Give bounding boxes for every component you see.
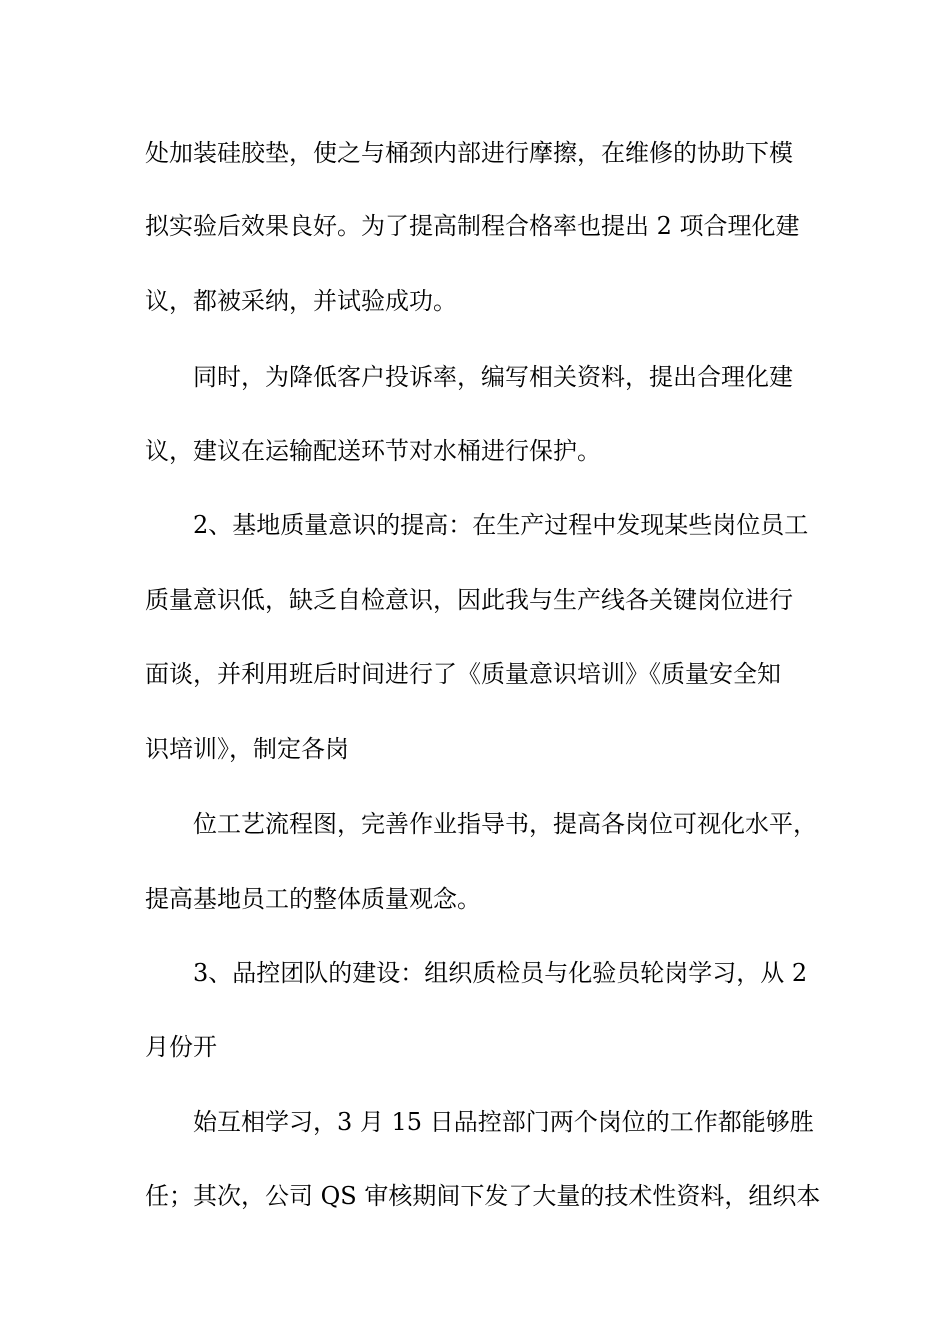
paragraph-start-line: 位工艺流程图，完善作业指导书，提高各岗位可视化水平， [193, 810, 817, 838]
text-line: 处加装硅胶垫，使之与桶颈内部进行摩擦，在维修的协助下模 [145, 139, 793, 167]
text-line: 识培训》，制定各岗 [145, 735, 349, 763]
paragraph-start-line: 3、品控团队的建设：组织质检员与化验员轮岗学习，从 2 [193, 959, 808, 987]
paragraph-start-line: 同时，为降低客户投诉率，编写相关资料，提出合理化建 [193, 363, 793, 391]
text-line: 任；其次，公司 QS 审核期间下发了大量的技术性资料，组织本 [145, 1182, 821, 1210]
paragraph-start-line: 2、基地质量意识的提高：在生产过程中发现某些岗位员工 [193, 511, 809, 539]
text-line: 质量意识低，缺乏自检意识，因此我与生产线各关键岗位进行 [145, 586, 793, 614]
text-line: 议，建议在运输配送环节对水桶进行保护。 [145, 437, 601, 465]
paragraph-start-line: 始互相学习，3 月 15 日品控部门两个岗位的工作都能够胜 [193, 1108, 814, 1136]
text-line: 面谈，并利用班后时间进行了《质量意识培训》《质量安全知 [145, 660, 781, 688]
text-line: 月份开 [145, 1033, 217, 1061]
text-line: 提高基地员工的整体质量观念。 [145, 885, 481, 913]
text-line: 拟实验后效果良好。为了提高制程合格率也提出 2 项合理化建 [145, 212, 800, 240]
text-line: 议，都被采纳，并试验成功。 [145, 287, 457, 315]
